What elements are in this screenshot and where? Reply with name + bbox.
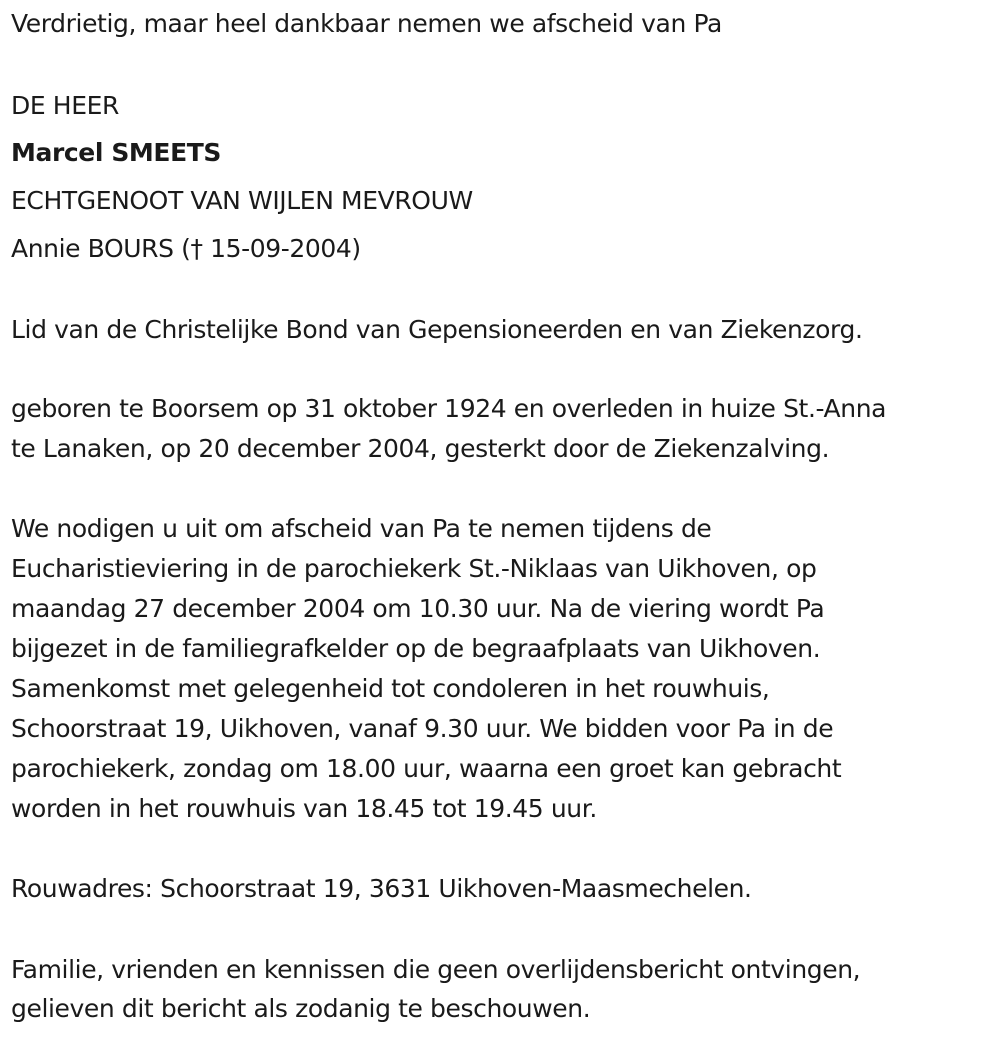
invitation-line: worden in het rouwhuis van 18.45 tot 19.45 uur. xyxy=(11,794,597,823)
closing-line: gelieven dit bericht als zodanig te beschouwen. xyxy=(11,994,591,1023)
birth-death-line: te Lanaken, op 20 december 2004, gesterkt door de Ziekenzalving. xyxy=(11,434,830,463)
invitation-line: maandag 27 december 2004 om 10.30 uur. Na de viering wordt Pa xyxy=(11,594,825,623)
relation-line: ECHTGENOOT VAN WIJLEN MEVROUW xyxy=(11,186,473,215)
invitation-line: Samenkomst met gelegenheid tot condoleren in het rouwhuis, xyxy=(11,674,770,703)
membership-line: Lid van de Christelijke Bond van Gepensioneerden en van Ziekenzorg. xyxy=(11,315,863,344)
invitation-line: bijgezet in de familiegrafkelder op de begraafplaats van Uikhoven. xyxy=(11,634,821,663)
deceased-name: Marcel SMEETS xyxy=(11,138,222,167)
closing-line: Familie, vrienden en kennissen die geen overlijdensbericht ontvingen, xyxy=(11,955,861,984)
invitation-line: Eucharistieviering in de parochiekerk St.-Niklaas van Uikhoven, op xyxy=(11,554,817,583)
birth-death-line: geboren te Boorsem op 31 oktober 1924 en overleden in huize St.-Anna xyxy=(11,394,887,423)
address-line: Rouwadres: Schoorstraat 19, 3631 Uikhoven-Maasmechelen. xyxy=(11,874,752,903)
honorific: DE HEER xyxy=(11,91,119,120)
spouse-line: Annie BOURS († 15-09-2004) xyxy=(11,234,361,263)
invitation-line: We nodigen u uit om afscheid van Pa te nemen tijdens de xyxy=(11,514,712,543)
intro-line: Verdrietig, maar heel dankbaar nemen we afscheid van Pa xyxy=(11,9,722,38)
invitation-line: Schoorstraat 19, Uikhoven, vanaf 9.30 uur. We bidden voor Pa in de xyxy=(11,714,834,743)
invitation-line: parochiekerk, zondag om 18.00 uur, waarna een groet kan gebracht xyxy=(11,754,842,783)
